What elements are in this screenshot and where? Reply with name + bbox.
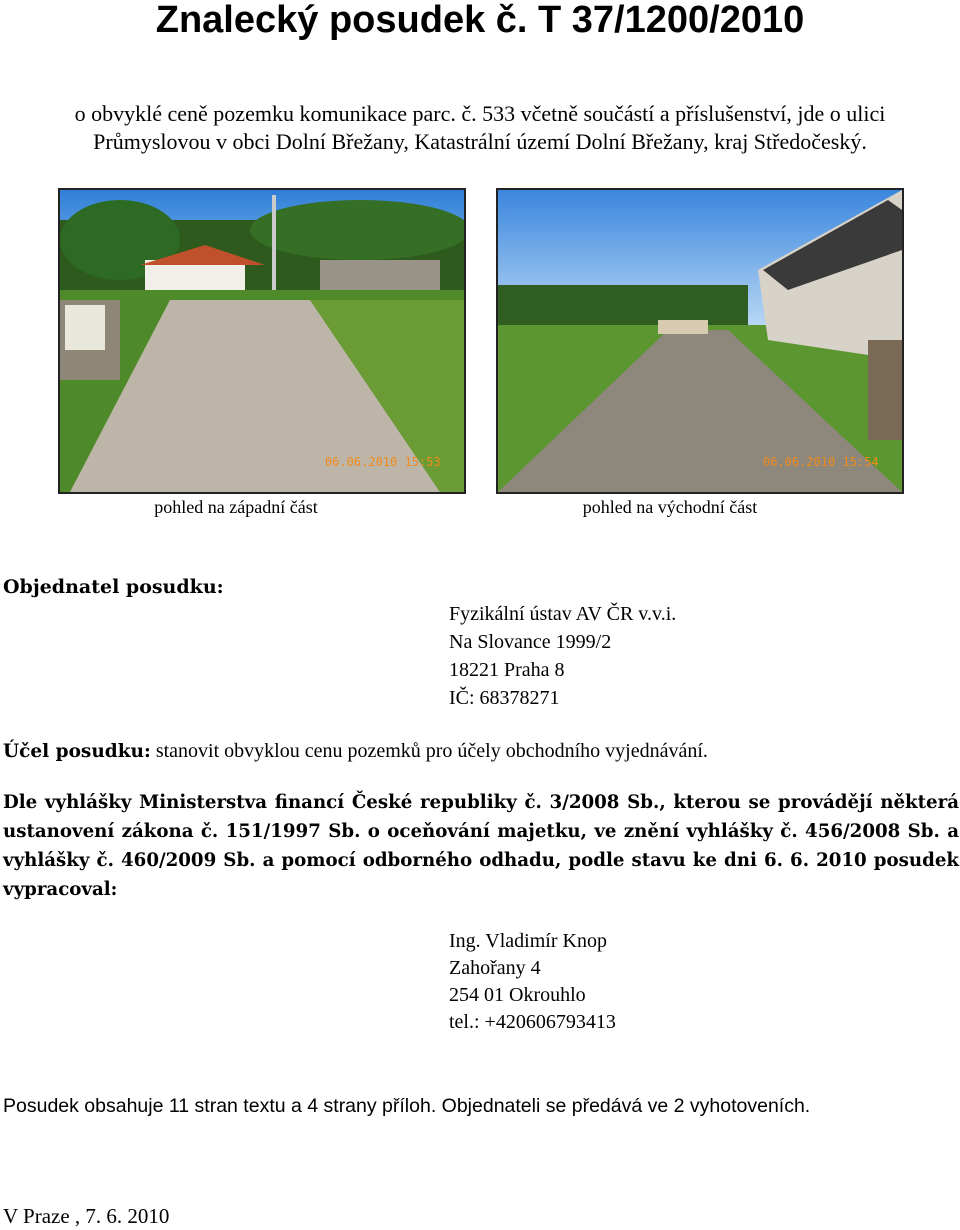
subtitle-line-2: Průmyslovou v obci Dolní Břežany, Katastrální území Dolní Břežany, kraj Středočeský. [93,129,867,154]
author-address [449,928,616,1036]
author-street: Zahořany 4 [449,957,541,979]
subtitle-line-1: o obvyklé ceně pozemku komunikace parc. č. 533 včetně součástí a příslušenství, jde o ulici [74,101,886,126]
legal-basis-paragraph: Dle vyhlášky Ministerstva financí České republiky č. 3/2008 Sb., kterou se provádějí některá ustanovení zákona č. 151/1997 Sb. o oceňování majetku, ve znění vyhlášky č. 456/2008 Sb. a vyhlášky č. 460/2009 Sb. a pomocí odborného odhadu, podle stavu ke dni 6. 6. 2010 posudek vypracoval: [3,792,959,900]
client-label: Objednatel posudku: [3,576,224,598]
photo-east-timestamp: 06.06.2010 15:54 [763,455,879,469]
place-date: V Praze , 7. 6. 2010 [3,1204,170,1228]
photo-west-timestamp: 06.06.2010 15:53 [325,455,441,469]
client-ico: IČ: 68378271 [449,687,560,709]
client-name: Fyzikální ústav AV ČR v.v.i. [449,603,677,625]
photo-east-caption: pohled na východní část [582,497,758,517]
author-phone: tel.: +420606793413 [449,1011,616,1033]
author-city: 254 01 Okrouhlo [449,984,586,1006]
photo-east-view [496,188,904,494]
purpose-label: Účel posudku: [3,741,151,762]
document-title: Znalecký posudek č. T 37/1200/2010 [155,0,805,41]
author-name: Ing. Vladimír Knop [449,930,607,952]
pages-note: Posudek obsahuje 11 stran textu a 4 strany příloh. Objednateli se předává ve 2 vyhotoveních. [3,1095,811,1117]
client-city: 18221 Praha 8 [449,659,565,681]
photo-west-caption: pohled na západní část [154,497,318,517]
document-subtitle [0,100,960,156]
client-street: Na Slovance 1999/2 [449,631,612,653]
purpose-paragraph [3,737,708,766]
photo-west-view [58,188,466,494]
purpose-text: stanovit obvyklou cenu pozemků pro účely obchodního vyjednávání. [150,740,708,762]
client-address [449,600,676,712]
